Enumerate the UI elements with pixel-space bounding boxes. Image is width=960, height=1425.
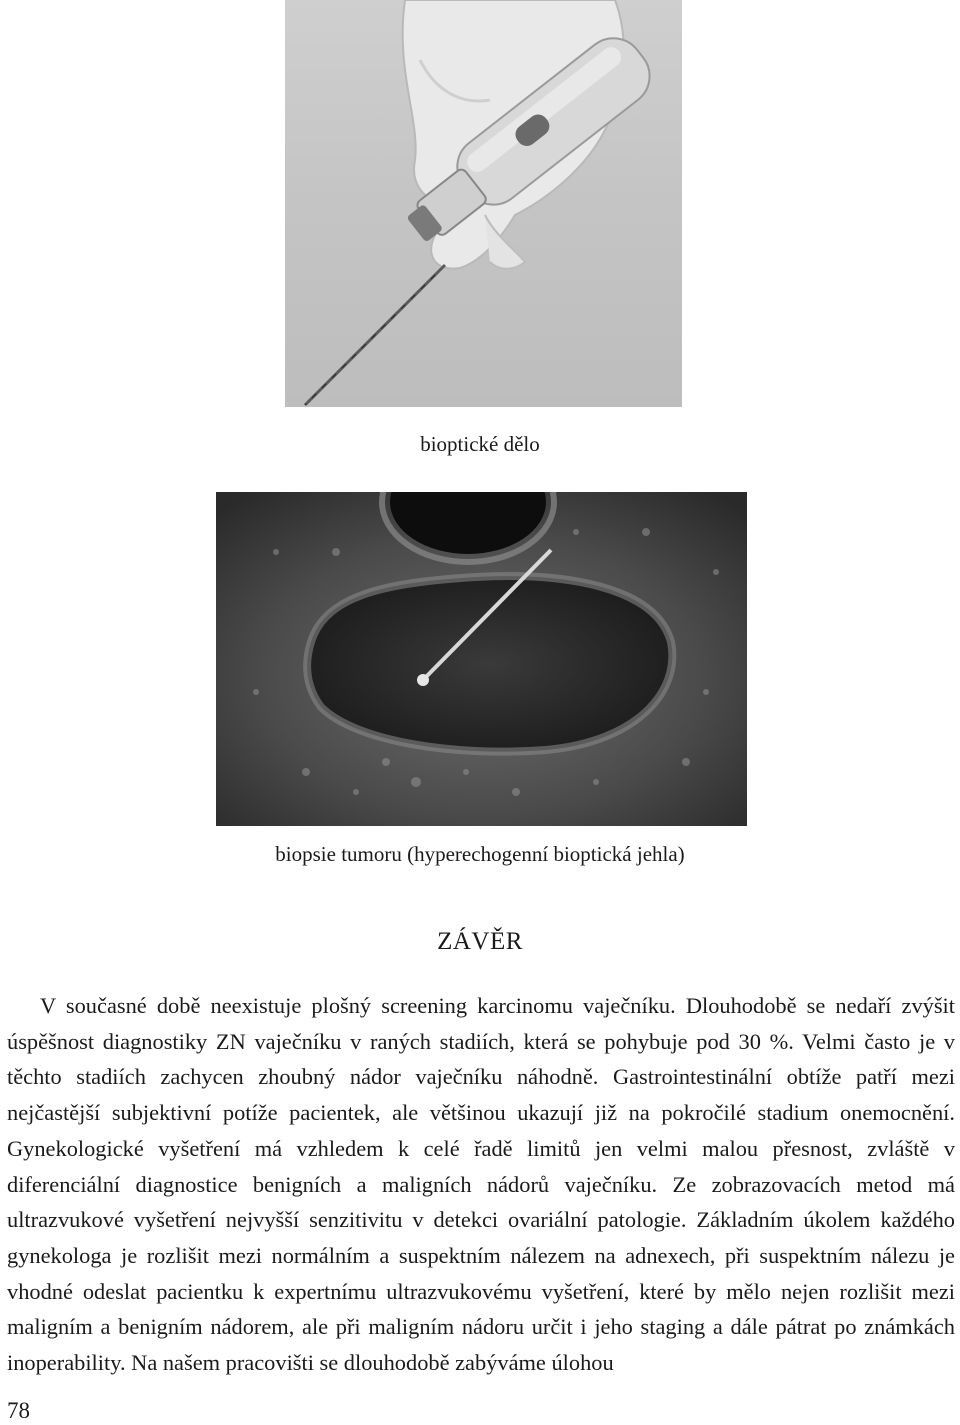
biopsy-gun-illustration (285, 0, 682, 407)
page-number: 78 (7, 1398, 30, 1423)
biopsy-gun-photo (285, 0, 682, 407)
body-paragraph: V současné době neexistuje plošný screening karcinomu vaječníku. Dlouhodobě se nedaří zvýšit úspěšnost diagnostiky ZN vaječníku v raných stadiích, která se pohybuje pod 30 %. Velmi často je v těchto stadiích zachycen zhoubný nádor vaječníku náhodně. Gastrointestinální obtíže patří mezi nejčastější subjektivní potíže pacientek, ale většinou ukazují již na pokročilé stadium onemocnění. Gynekologické vyšetření má vzhledem k celé řadě limitů jen velmi malou přesnost, zvláště v diferenciální diagnostice benigních a maligních nádorů vaječníku. Ze zobrazovacích metod má ultrazvukové vyšetření nejvyšší senzitivitu v detekci ovariální patologie. Základním úkolem každého gynekologa je rozlišit mezi normálním a suspektním nálezem na adnexech, při suspektním nálezu je vhodné odeslat pacientku k expertnímu ultrazvukovému vyšetření, které by mělo nejen rozlišit mezi maligním a benigním nádorem, ale při maligním nádoru určit i jeho staging a dále pátrat po známkách inoperability. Na našem pracovišti se dlouhodobě zabýváme úlohou (7, 993, 955, 1376)
section-heading: ZÁVĚR (437, 928, 523, 955)
figure-caption-biopsy-gun: bioptické dělo (420, 432, 540, 456)
ultrasound-image (216, 492, 747, 826)
ultrasound-scan (216, 492, 747, 826)
figure-caption-ultrasound: biopsie tumoru (hyperechogenní bioptická jehla) (275, 842, 685, 866)
